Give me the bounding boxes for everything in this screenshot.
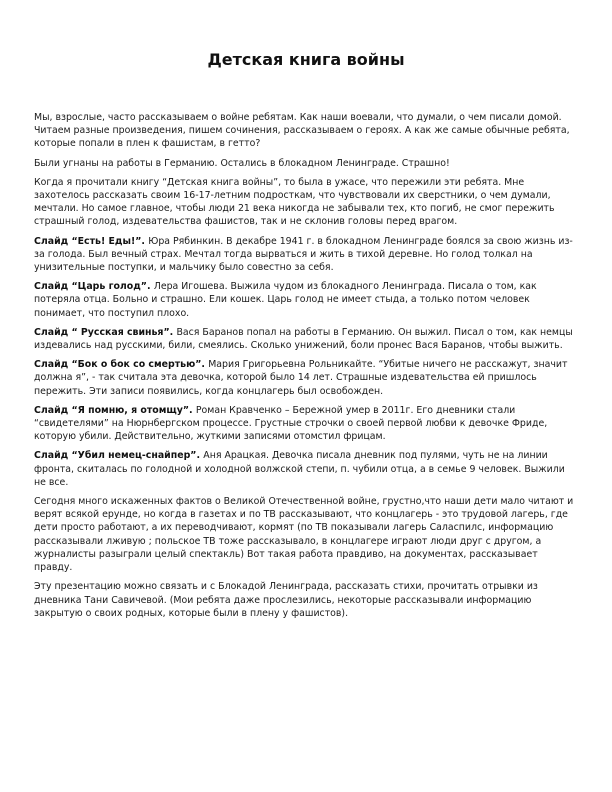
paragraph-slide-remember [34, 404, 579, 444]
paragraph-text: Роман Кравченко – Бережной умер в 2011г. Его дневники стали “свидетелями” на Нюрнбергском процессе. Грустные строчки о своей первой любви к девочке Фриде, которую убили. Действительно, жуткими записями отомстил фрицам. [34, 404, 548, 443]
paragraph-facts [34, 495, 579, 574]
paragraph-text: Мы, взрослые, часто рассказываем о войне ребятам. Как наши воевали, что думали, о чем писали домой. Читаем разные произведения, пишем сочинения, рассказываем о героях. А как же самые обычные ребята, которые попали в плен к фашистам, в гетто? [34, 112, 570, 150]
slide-heading: Слайд “Я помню, я отомщу”. [34, 404, 193, 416]
slide-heading: Слайд “ Русская свинья”. [34, 326, 174, 338]
paragraph-text: Юра Рябинкин. В декабре 1941 г. в блокадном Ленинграде боялся за свою жизнь из-за голода. Был вечный страх. Мечтал тогда вырваться и жить в тихой деревне. Но голод толкал на унизительные поступки, и мальчику было совестно за себя. [34, 235, 573, 274]
paragraph-presentation [34, 580, 579, 620]
paragraph-slide-death [34, 358, 579, 398]
paragraph-intro [34, 111, 579, 151]
slide-heading: Слайд “Есть! Еды!”. [34, 235, 145, 247]
paragraph-text: Были угнаны на работы в Германию. Остались в блокадном Ленинграде. Страшно! [34, 157, 450, 169]
paragraph-germany [34, 157, 579, 170]
paragraph-text: Мария Григорьевна Рольникайте. “Убитые ничего не расскажут, значит должна я”, - так считала эта девочка, которой было 14 лет. Страшные издевательства ей пришлось пережить. Эти записи появились, когда концлагерь был освобожден. [34, 359, 568, 397]
paragraph-book [34, 176, 579, 229]
paragraph-slide-sniper [34, 449, 579, 489]
slide-heading: Слайд “Бок о бок со смертью”. [34, 359, 205, 371]
paragraph-text: Сегодня много искаженных фактов о Великой Отечественной войне, грустно,что наши дети мало читают и верят всякой ерунде, но когда в газетах и по ТВ рассказывают, что концлагерь - это трудовой лагерь, где дети просто работают, а их переводчивают, кормят (по ТВ показывали лагерь Саласпилс, информацию рассказывали лживую ; польское ТВ тоже рассказывало, в концлагере играют люди друг с другом, а журналисты разыграли целый спектакль) Вот такая работа правдиво, на документах, рассказывает правду. [34, 496, 574, 574]
paragraph-text: Аня Арацкая. Девочка писала дневник под пулями, чуть не на линии фронта, скиталась по голодной и холодной волжской степи, п. чубили отца, а в семье 9 человек. Выжили не все. [34, 450, 565, 488]
paragraph-slide-eat [34, 235, 579, 275]
document-body [34, 111, 579, 626]
paragraph-text: Лера Игошева. Выжила чудом из блокадного Ленинграда. Писала о том, как потеряла отца. Больно и страшно. Ели кошек. Царь голод не имеет стыда, а только потом человек понимает, что поступил плохо. [34, 281, 537, 319]
paragraph-slide-hunger [34, 280, 579, 320]
paragraph-text: Когда я прочитали книгу “Детская книга войны”, то была в ужасе, что пережили эти ребята. Мне захотелось рассказать своим 16-17-летним подросткам, что чувствовали их сверстники, о чем думали, мечтали. Но самое главное, чтобы люди 21 века никогда не забывали тех, кто погиб, не смог пережить страшный голод, издевательства фашистов, так и не склонив головы перед врагом. [34, 176, 555, 228]
paragraph-text: Вася Баранов попал на работы в Германию. Он выжил. Писал о том, как немцы издевались над русскими, били, смеялись. Сколько унижений, боли пронес Вася Баранов, чтобы выжить. [34, 326, 573, 352]
document-title: Детская книга войны [207, 50, 405, 69]
paragraph-slide-pig [34, 326, 579, 352]
slide-heading: Слайд “Убил немец-снайпер”. [34, 450, 201, 462]
slide-heading: Слайд “Царь голод”. [34, 281, 151, 293]
paragraph-text: Эту презентацию можно связать и с Блокадой Ленинграда, рассказать стихи, прочитать отрывки из дневника Тани Савичевой. (Мои ребята даже прослезились, некоторые рассказывали информацию закрытую о своих родных, которые были в плену у фашистов). [34, 581, 538, 619]
